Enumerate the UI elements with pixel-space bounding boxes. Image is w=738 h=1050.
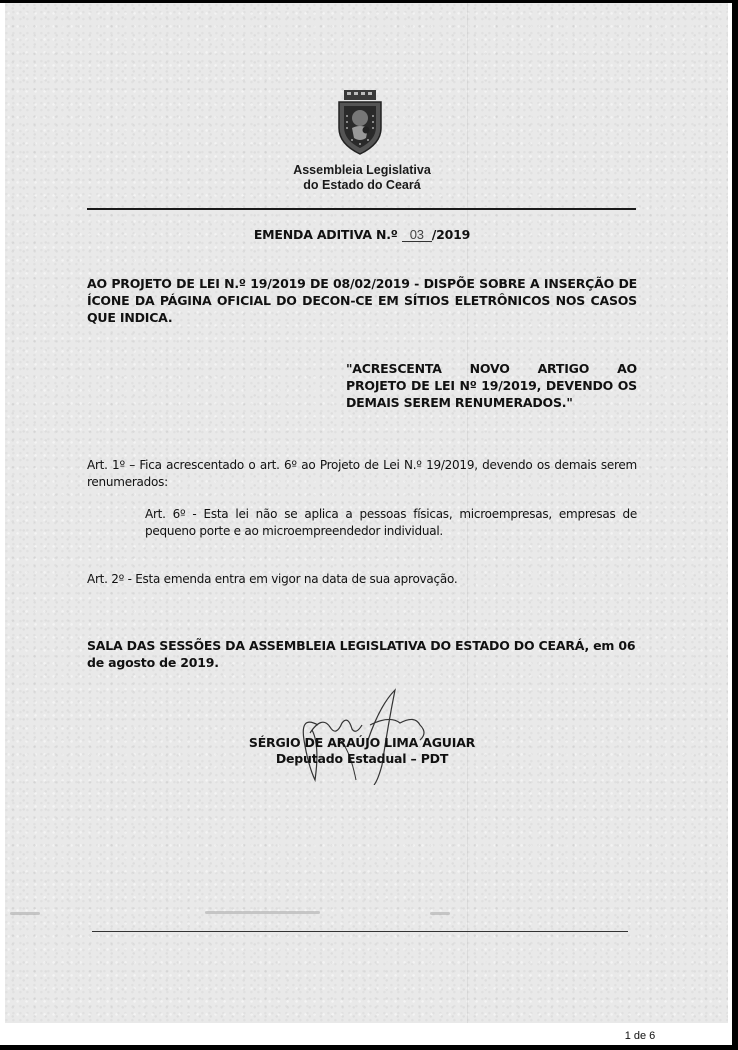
header-divider [87, 208, 636, 210]
scan-smudge [205, 911, 320, 914]
amendment-quote-rest: PROJETO DE LEI Nº 19/2019, DEVENDO OS DEMAIS SEREM RENUMERADOS." [346, 378, 637, 410]
scan-smudge [430, 912, 450, 915]
quote-word: AO [617, 361, 637, 376]
bill-summary: AO PROJETO DE LEI N.º 19/2019 DE 08/02/2019 - DISPÕE SOBRE A INSERÇÃO DE ÍCONE DA PÁGINA OFICIAL DO DECON-CE EM SÍTIOS ELETRÔNICOS NOS CASOS QUE INDICA. [87, 276, 637, 325]
institution-state: do Estado do Ceará [303, 178, 421, 192]
institution-name: Assembleia Legislativa [293, 163, 431, 177]
amendment-title [200, 227, 524, 242]
closing-statement: SALA DAS SESSÕES DA ASSEMBLEIA LEGISLATIVA DO ESTADO DO CEARÁ, em 06 de agosto de 2019. [87, 638, 636, 670]
amendment-quote [346, 360, 637, 411]
scan-smudge [10, 912, 40, 915]
amendment-number: 03 [402, 228, 432, 242]
article-1: Art. 1º – Fica acrescentado o art. 6º ao Projeto de Lei N.º 19/2019, devendo os demais serem renumerados: [87, 458, 637, 489]
page-indicator: 1 de 6 [624, 1030, 656, 1042]
footer-divider [92, 931, 628, 932]
scan-border-right [732, 0, 738, 1050]
state-crest-logo [336, 88, 384, 156]
amendment-quote-first-line [346, 360, 637, 377]
amendment-title-prefix: EMENDA ADITIVA N.º [253, 227, 398, 242]
signer-name: SÉRGIO DE ARAÚJO LIMA AGUIAR [248, 735, 476, 750]
article-2: Art. 2º - Esta emenda entra em vigor na data de sua aprovação. [87, 572, 458, 586]
scan-border-top [0, 0, 738, 3]
article-6: Art. 6º - Esta lei não se aplica a pessoas físicas, microempresas, empresas de pequeno porte e ao microempreendedor individual. [145, 507, 637, 538]
signer-role: Deputado Estadual – PDT [275, 751, 449, 766]
quote-word: NOVO [469, 361, 510, 376]
scan-border-bottom [0, 1045, 738, 1050]
quote-word: "ACRESCENTA [346, 361, 442, 376]
amendment-year: /2019 [431, 227, 471, 242]
quote-word: ARTIGO [537, 361, 590, 376]
